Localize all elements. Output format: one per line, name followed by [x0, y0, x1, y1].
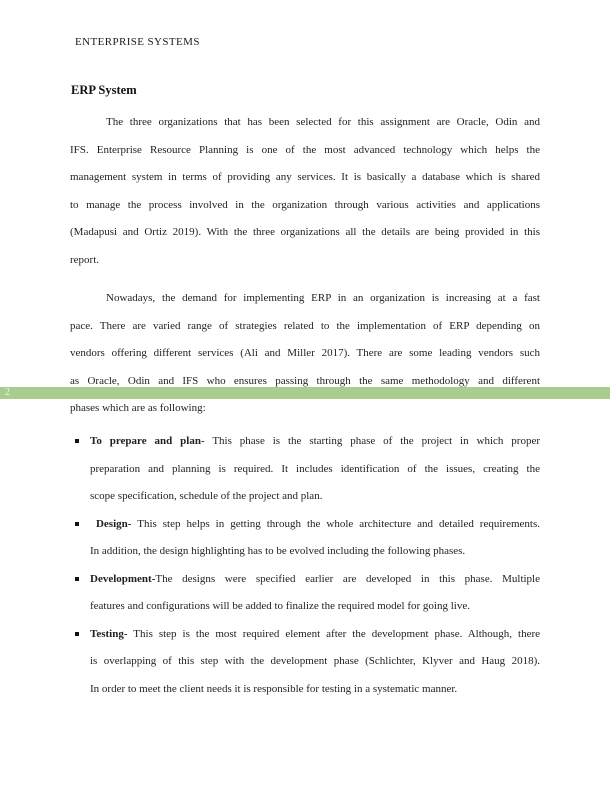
text-line: Development-The designs were specified earlier are developed in this phase. Multiple [90, 572, 540, 585]
text-line: scope specification, schedule of the project and plan. [90, 490, 323, 502]
section-heading: ERP System [71, 83, 137, 97]
bullet-list [70, 428, 540, 703]
list-item-term: Design- [90, 517, 132, 530]
text-line: management system in terms of providing any services. It is basically a database which is shared [70, 171, 540, 183]
text-line: report. [70, 253, 100, 266]
text-line: The three organizations that has been selected for this assignment are Oracle, Odin and [106, 116, 540, 128]
paragraph-intro [70, 109, 540, 274]
bullet-square-icon [75, 632, 79, 636]
list-item [70, 428, 540, 511]
paragraph-vendors [70, 285, 540, 423]
text-line: vendors offering different services (Ali and Miller 2017). There are some leading vendors such [70, 347, 540, 359]
text-line: preparation and planning is required. It includes identification of the issues, creating the [90, 462, 540, 475]
page-header-title: ENTERPRISE SYSTEMS [75, 36, 200, 48]
text-line: Testing- This step is the most required element after the development phase. Although, there [90, 627, 540, 640]
list-item [70, 621, 540, 704]
list-item [70, 511, 540, 566]
text-line: Design- This step helps in getting through the whole architecture and detailed requirements. [90, 517, 540, 530]
list-item-term: To prepare and plan- [90, 435, 205, 447]
text-line: In addition, the design highlighting has to be evolved including the following phases. [90, 545, 466, 557]
text-line: as Oracle, Odin and IFS who ensures passing through the same methodology and different [70, 374, 540, 387]
list-item-term: Development- [90, 572, 156, 585]
list-item [70, 566, 540, 621]
text-line: features and configurations will be added to finalize the required model for going live. [90, 600, 470, 612]
text-line: To prepare and plan- This phase is the starting phase of the project in which proper [90, 435, 540, 447]
bullet-square-icon [75, 577, 79, 581]
text-line: (Madapusi and Ortiz 2019). With the three organizations all the details are being provided in this [70, 226, 540, 238]
text-line: In order to meet the client needs it is responsible for testing in a systematic manner. [90, 682, 458, 695]
text-line: Nowadays, the demand for implementing ERP in an organization is increasing at a fast [106, 292, 540, 304]
page-number-bar [0, 387, 610, 399]
text-line: IFS. Enterprise Resource Planning is one of the most advanced technology which helps the [70, 143, 540, 156]
bullet-square-icon [75, 522, 79, 526]
text-line: pace. There are varied range of strategies related to the implementation of ERP depending on [70, 319, 540, 332]
page-number-label: 2 [5, 387, 10, 398]
text-line: phases which are as following: [70, 402, 206, 414]
bullet-square-icon [75, 439, 79, 443]
text-line: is overlapping of this step with the development phase (Schlichter, Klyver and Haug 2018). [90, 655, 540, 667]
list-item-term: Testing- [90, 627, 128, 640]
text-line: to manage the process involved in the organization through various activities and applications [70, 198, 540, 211]
